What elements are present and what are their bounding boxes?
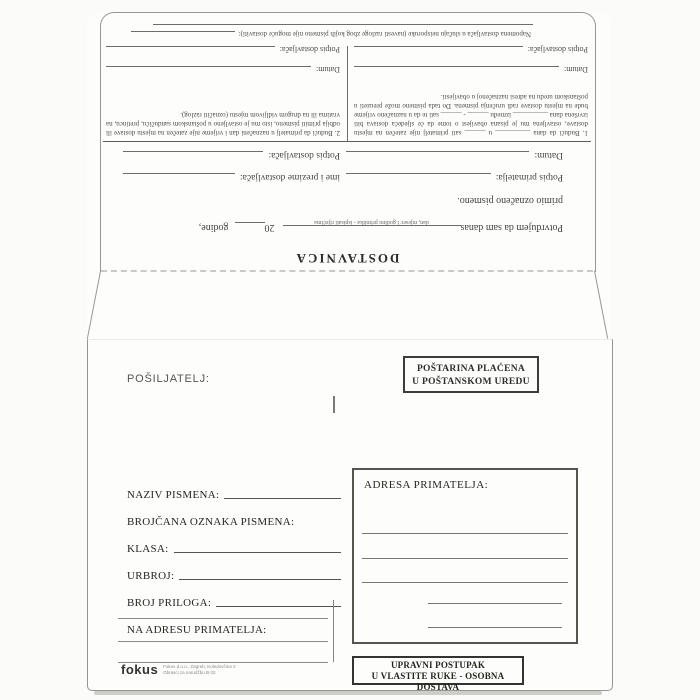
recipient-address-label: ADRESA PRIMATELJA: [364,479,489,491]
blank-line [118,641,328,642]
blank-line [362,582,568,583]
blank-line [235,222,265,233]
bottom-divider-line [333,600,334,662]
dostavnica-form-rotated [103,16,591,268]
delivery-line1: UPRAVNI POSTUPAK [390,660,486,670]
field-naziv-pismena [127,474,341,501]
blank-line [354,46,523,57]
confirm-suffix: godine, [198,222,229,233]
blank-line [346,151,530,162]
blank-line [131,31,235,42]
recipient-signature [340,172,563,184]
recipient-address-box [352,468,578,644]
confirm-date-row [123,219,563,236]
label: NAZIV PISMENA: [127,489,220,501]
blank-line [153,24,533,25]
courier-signature [117,150,340,162]
year-prefix: 20 [264,222,275,233]
blank-line [179,569,341,580]
blank-line [174,542,341,553]
section-1-text: 1. Budući da dana __________ u ______ sati primatelj nije zatečen na mjestu dostave, ostavljena mu je pisana obavijest o tome da će sljedeća dostava biti izvršena dana __________ između ______ - ______ sati te da u naznačeno vrijeme bude na mjestu dostave radi uručenja pismena. Do tada pismeno može preuzeti u poštanskom uredu na adresi naznačenoj u obavijesti. [354,93,588,137]
blank-line [362,558,568,559]
field-klasa [127,528,341,555]
printer-imprint [121,662,235,677]
field-brojcana-oznaka [127,501,341,528]
postage-paid-box [403,356,539,393]
confirm-line2: primio označeno pismeno. [457,195,563,206]
field-na-adresu [127,609,341,636]
date-caption: dan, mjesec i godinu primitka - ispisati riječima [314,219,429,225]
label: Datum: [316,65,340,74]
label: Potpis dostavljača: [527,45,588,54]
label: KLASA: [127,543,169,555]
blank-line [118,618,328,619]
fold-dashed-line [101,270,593,272]
blank-line [428,603,562,604]
blank-line [283,225,461,236]
blank-line [346,173,491,184]
sender-label: POŠILJATELJ: [127,373,210,385]
envelope-shadow [94,691,602,695]
note-label: Napomena dostavljača u slučaju neisporuke (navesti razloge zbog kojih pismeno nije moguće dostaviti): [238,30,531,38]
postage-line2: U POŠTANSKOM UREDU [412,377,530,387]
section-2-date [106,65,340,77]
postage-line1: POŠTARINA PLAĆENA [416,364,526,374]
printer-info-line1: Fokus d.o.o., Zagreb, Koledovčina 2 [163,664,236,669]
date-field [340,150,563,162]
label: NA ADRESU PRIMATELJA: [127,624,267,636]
label: Potpis dostavljača: [268,150,340,160]
section-1-sign [354,45,588,57]
blank-line [123,151,263,162]
delivery-line2: U VLASTITE RUKE - OSOBNA DOSTAVA [371,671,505,692]
blank-line [362,533,568,534]
fokus-logo: fokus [121,662,159,677]
courier-note-row [131,30,531,42]
blank-line [216,596,341,607]
signature-row-2 [117,150,563,162]
label: Datum: [534,150,563,160]
blank-line [428,627,562,628]
printer-info-line2: Obrasci za narudžbu B-32 [163,669,216,675]
label: BROJČANA OZNAKA PISMENA: [127,516,295,528]
label: Potpis dostavljača: [279,45,340,54]
section-1 [354,45,588,137]
label: ime i prezime dostavljača: [240,172,340,182]
blank-line [123,173,235,184]
blank-line [354,66,559,77]
signature-row-1 [117,172,563,184]
courier-name [117,172,340,184]
blank-line [106,46,275,57]
section-1-date [354,65,588,77]
printer-info [163,664,235,675]
section-2-sign [106,45,340,57]
column-divider [347,46,348,142]
label: BROJ PRILOGA: [127,597,212,609]
document-fields [127,474,341,636]
date-blank-wrap [283,219,461,236]
section-2 [106,45,340,137]
label: Datum: [564,65,588,74]
label: URBROJ: [127,570,175,582]
field-urbroj [127,555,341,582]
section-2-text: 2. Budući da primatelj u naznačeni dan i vrijeme nije zatečen na mjestu dostave ili odbija primiti pismeno, isto mu je ostavljeno u poštanskom sandučiću, pretincu, na vratima ili na drugom vidljivom mjestu (označiti razlog). [106,111,340,137]
form-title: DOSTAVNICA [294,251,400,266]
blank-line [224,488,341,499]
label: Potpis primatelja: [495,172,563,182]
confirm-prefix: Potvrđujem da sam danas [460,222,563,233]
field-broj-priloga [127,582,341,609]
delivery-type-box [352,656,524,692]
center-fold-tick [333,396,335,413]
blank-line [106,66,311,77]
